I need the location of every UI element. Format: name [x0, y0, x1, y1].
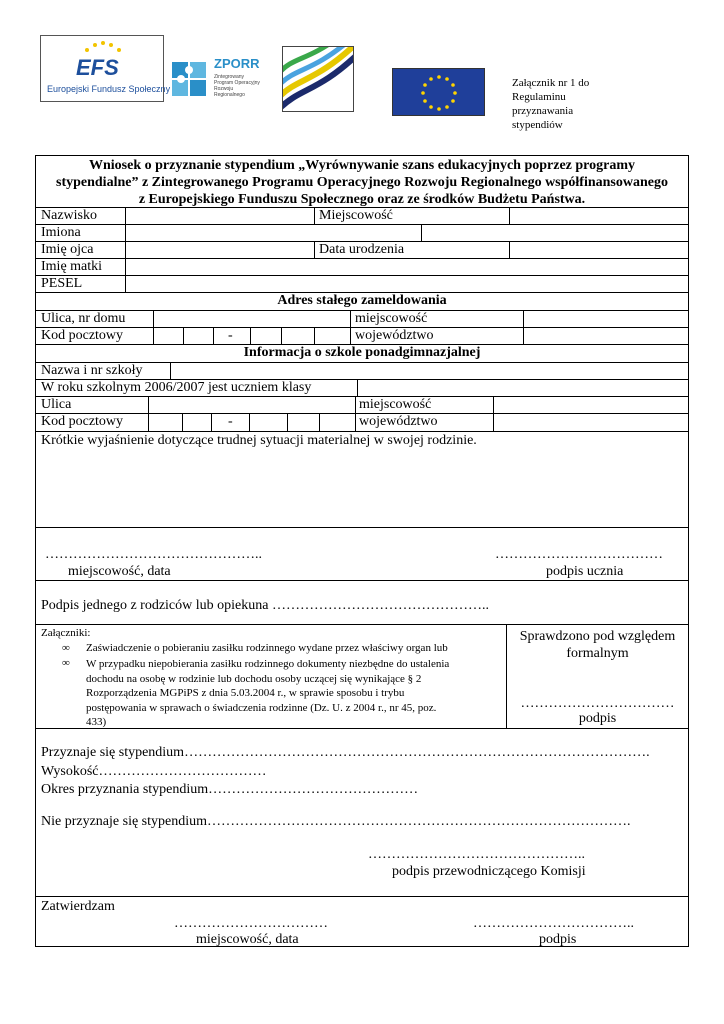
second-name-field[interactable]: [422, 225, 688, 241]
wave-logo: [282, 46, 354, 112]
not-granted-line: Nie przyznaje się stypendium……………………………………………………………………………….: [41, 814, 631, 829]
address-heading: Adres stałego zameldowania: [277, 293, 447, 308]
parent-signature-line: Podpis jednego z rodziców lub opiekuna ………………………………………..: [41, 598, 489, 613]
school-town-label: miejscowość: [359, 397, 432, 412]
chair-signature-label: podpis przewodniczącego Komisji: [392, 864, 586, 879]
amount-line: Wysokość………………………………: [41, 764, 267, 779]
class-field[interactable]: [358, 380, 688, 396]
eu-stars-icon: [393, 69, 486, 117]
attachment-item-2: W przypadku niepobierania zasiłku rodzinnego dokumenty niezbędne do ustalenia dochodu na osobę w rodzinie lub dochodu osoby uczącej się wynikające § 2 Rozporządzenia MGPiPS z dnia 5.03.2004 r., w sprawie sposobu i trybu postępowania w sprawach o świadczenia rodzinne (Dz. U. z 2004 r., nr 45, poz. 433): [86, 658, 450, 728]
class-label: W roku szkolnym 2006/2007 jest uczniem klasy: [41, 380, 312, 395]
pesel-field[interactable]: [126, 276, 688, 292]
checked-formal-label: Sprawdzono pod względem formalnym: [519, 629, 676, 661]
school-postal-dash: -: [228, 414, 233, 429]
surname-field[interactable]: [126, 208, 313, 224]
wave-icon: [283, 47, 354, 112]
school-name-field[interactable]: [171, 363, 688, 379]
form-title: Wniosek o przyznanie stypendium „Wyrównywanie szans edukacyjnych poprzez programy stypendialne” z Zintegrowanego Programu Operacyjnego Rozwoju Regionalnego współfinansowanego z Europejskiego Funduszu Społecznego oraz ze środków Budżetu Państwa.: [56, 158, 668, 207]
explanation-label: Krótkie wyjaśnienie dotyczące trudnej sytuacji materialnej w swojej rodzinie.: [41, 433, 477, 448]
approve-signature-label: podpis: [539, 932, 577, 947]
approve-place-date-dots: ……………………………: [174, 916, 328, 931]
efs-name: Europejski Fundusz Społeczny: [47, 84, 171, 94]
pesel-label: PESEL: [41, 276, 83, 291]
student-signature-label: podpis ucznia: [546, 564, 624, 579]
birth-date-label: Data urodzenia: [319, 242, 405, 257]
school-voivodeship-label: województwo: [359, 414, 438, 429]
chair-signature-dots: ………………………………………..: [368, 847, 585, 862]
surname-label: Nazwisko: [41, 208, 97, 223]
checker-signature-dots: ……………………………: [520, 696, 675, 711]
attachment-note: Załącznik nr 1 do Regulaminu przyznawania stypendiów: [512, 77, 590, 131]
period-line: Okres przyznania stypendium………………………………………: [41, 782, 419, 797]
granted-line: Przyznaje się stypendium……………………………………………………………………………………….: [41, 745, 650, 760]
postal-dash: -: [228, 328, 233, 343]
postal-code-field[interactable]: [154, 328, 349, 344]
school-name-label: Nazwa i nr szkoły: [41, 363, 143, 378]
voivodeship-field[interactable]: [524, 328, 688, 344]
approve-signature-dots: ……………………………..: [473, 916, 634, 931]
school-street-field[interactable]: [149, 397, 354, 413]
approve-label: Zatwierdzam: [41, 899, 115, 914]
school-voivodeship-field[interactable]: [494, 414, 688, 430]
school-street-label: Ulica: [41, 397, 72, 412]
efs-stars-icon: [83, 40, 123, 54]
father-name-label: Imię ojca: [41, 242, 94, 257]
bullet-icon: ∞: [62, 657, 70, 669]
town-field[interactable]: [510, 208, 688, 224]
father-name-field[interactable]: [126, 242, 313, 258]
attachments-label: Załączniki:: [41, 627, 91, 639]
mother-name-label: Imię matki: [41, 259, 103, 274]
bullet-icon: ∞: [62, 642, 70, 654]
street-label: Ulica, nr domu: [41, 311, 126, 326]
birth-date-field[interactable]: [510, 242, 688, 258]
approve-place-date-label: miejscowość, data: [196, 932, 299, 947]
student-place-date-label: miejscowość, data: [68, 564, 171, 579]
mother-name-field[interactable]: [126, 259, 688, 275]
address-town-label: miejscowość: [355, 311, 428, 326]
first-names-label: Imiona: [41, 225, 81, 240]
checker-signature-label: podpis: [578, 711, 617, 726]
school-postal-label: Kod pocztowy: [41, 414, 124, 429]
eu-flag: [392, 68, 485, 116]
voivodeship-label: województwo: [355, 328, 434, 343]
school-postal-field[interactable]: [149, 414, 354, 430]
address-town-field[interactable]: [524, 311, 688, 327]
zporr-subtitle: Zintegrowany Program Operacyjny Rozwoju Regionalnego: [214, 74, 260, 98]
school-heading: Informacja o szkole ponadgimnazjalnej: [243, 345, 481, 360]
student-signature-dots: ………………………………: [495, 547, 663, 562]
student-place-date-dots: ………………………………………..: [45, 547, 262, 562]
zporr-name: ZPORR: [214, 56, 260, 71]
street-field[interactable]: [154, 311, 349, 327]
puzzle-icon: [170, 56, 210, 102]
first-names-field[interactable]: [126, 225, 421, 241]
efs-logo: [40, 35, 171, 102]
postal-code-label: Kod pocztowy: [41, 328, 124, 343]
attachment-item-1: Zaświadczenie o pobieraniu zasiłku rodzinnego wydane przez właściwy organ lub: [86, 642, 448, 654]
explanation-field[interactable]: [36, 450, 688, 526]
zporr-logo: [170, 52, 270, 104]
school-town-field[interactable]: [494, 397, 688, 413]
town-label: Miejscowość: [319, 208, 393, 223]
efs-mark: EFS: [76, 55, 119, 80]
